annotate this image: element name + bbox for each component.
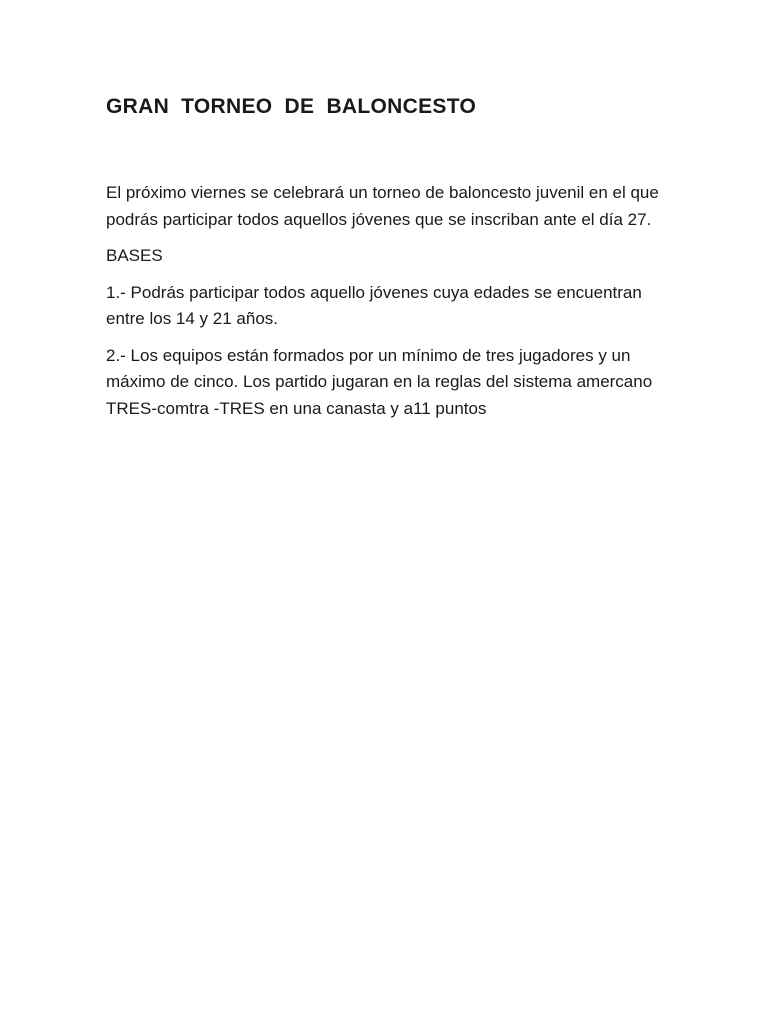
intro-paragraph: El próximo viernes se celebrará un torneo de baloncesto juvenil en el que podrás participar todos aquellos jóvenes que se inscriban ante el día 27. (106, 183, 659, 229)
bases-heading: BASES (106, 246, 163, 265)
rule-2-paragraph: 2.- Los equipos están formados por un mínimo de tres jugadores y un máximo de cinco. Los partido jugaran en la reglas del sistema amercano TRES-comtra -TRES en una canasta y a11 puntos (106, 345, 653, 418)
rule-1-paragraph: 1.- Podrás participar todos aquello jóvenes cuya edades se encuentran entre los 14 y 21 años. (106, 282, 642, 328)
document-page (106, 92, 666, 422)
document-title: GRAN TORNEO DE BALONCESTO (106, 95, 477, 118)
